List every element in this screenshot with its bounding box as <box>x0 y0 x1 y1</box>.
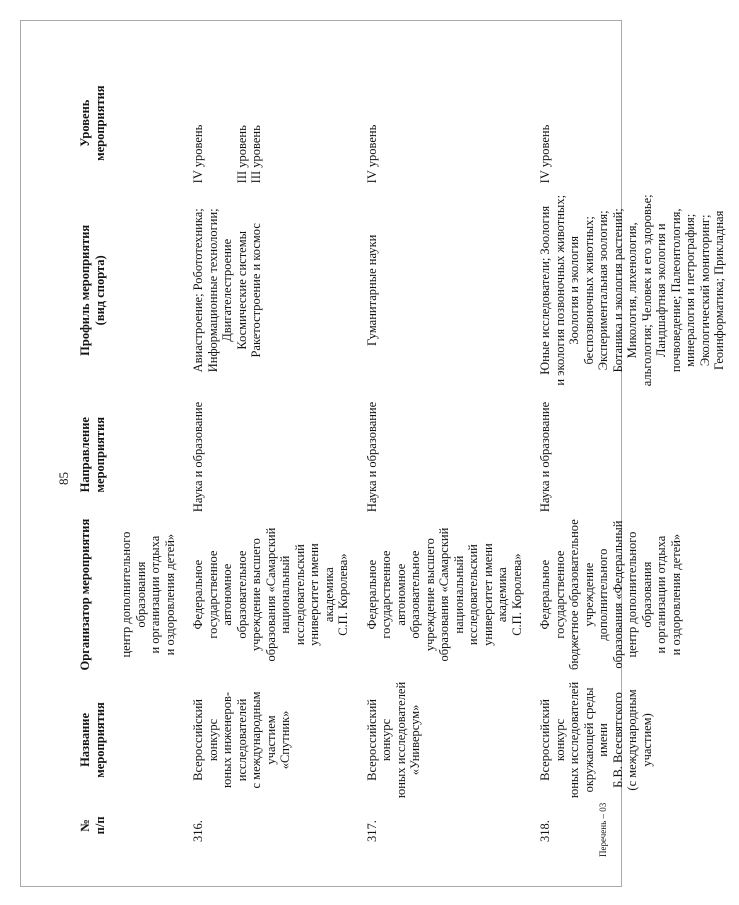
cell-profile: Авиастроение; Робототехника; Информационные технологии; Двигателестроение Космические системы Ракетостроение и космос <box>191 208 263 373</box>
cell-direction: Наука и образование <box>191 401 205 513</box>
events-table <box>76 60 739 845</box>
cell-direction <box>117 394 189 515</box>
cell-num: 316. <box>191 820 205 842</box>
cell-organizer: Федеральное государственное бюджетное образовательное учреждение дополнительного образования «Федеральный центр дополнительного образования и организации отдыха и оздоровления детей» <box>538 519 683 670</box>
cell-profile <box>117 186 189 394</box>
cell-event-name: Всероссийский конкурс юных исследователей «Универсум» <box>364 681 422 799</box>
header-organizer: Организатор мероприятия <box>78 518 92 671</box>
table-row <box>536 60 739 845</box>
cell-profile: Юные исследователи; Зоология и экология позвоночных животных; Зоология и экология беспозвоночных животных; Экспериментальная зоология; Ботаника и экология растений; Микология, лихенология, альгология; Человек и его здоровье; Ландшафтная экология и почвоведение; Палеонтология, минералогия и петрография; Экологический мониторинг; Геоинформатика; Прикладная <box>538 194 726 387</box>
cell-level: IV уровень <box>364 124 379 184</box>
header-num: № п/п <box>78 816 107 835</box>
header-direction: Направление мероприятия <box>78 416 107 493</box>
cell-level <box>117 60 189 186</box>
header-event-name: Название мероприятия <box>78 702 107 778</box>
table-row <box>363 60 537 845</box>
table-row <box>189 60 363 845</box>
cell-num: 318. <box>538 820 552 842</box>
cell-event-name <box>117 674 189 806</box>
header-profile: Профиль мероприятия (вид спорта) <box>78 224 107 356</box>
cell-organizer: Федеральное государственное автономное образовательное учреждение высшего образования «Самарский национальный исследовательский университет имени академика С.П. Королева» <box>191 527 350 662</box>
cell-organizer: Федеральное государственное автономное образовательное учреждение высшего образования «Самарский национальный исследовательский университет имени академика С.П. Королева» <box>364 527 524 662</box>
page-number: 85 <box>56 472 71 485</box>
header-level: Уровень мероприятия <box>78 85 107 161</box>
footer-note: Перечень – 03 <box>598 802 608 857</box>
cell-event-name: Всероссийский конкурс юных исследователей окружающей среды имени Б.В. Всесвятского (с международным участием) <box>538 681 654 799</box>
cell-level: IV уровень <box>538 124 552 184</box>
table-header-row <box>76 60 117 845</box>
cell-num <box>117 806 189 845</box>
cell-event-name: Всероссийский конкурс юных инженеров- исследователей с международным участием «Спутник» <box>191 691 292 789</box>
cell-organizer: центр дополнительного образования и организации отдыха и оздоровления детей» <box>119 531 177 658</box>
cell-direction: Наука и образование <box>364 401 379 513</box>
rotated-document-page <box>20 25 726 885</box>
table-row <box>117 60 189 845</box>
cell-level: IV уровень III уровень III уровень <box>191 124 263 184</box>
cell-num: 317. <box>364 820 379 842</box>
cell-direction: Наука и образование <box>538 401 552 513</box>
cell-profile: Гуманитарные науки <box>364 234 379 346</box>
